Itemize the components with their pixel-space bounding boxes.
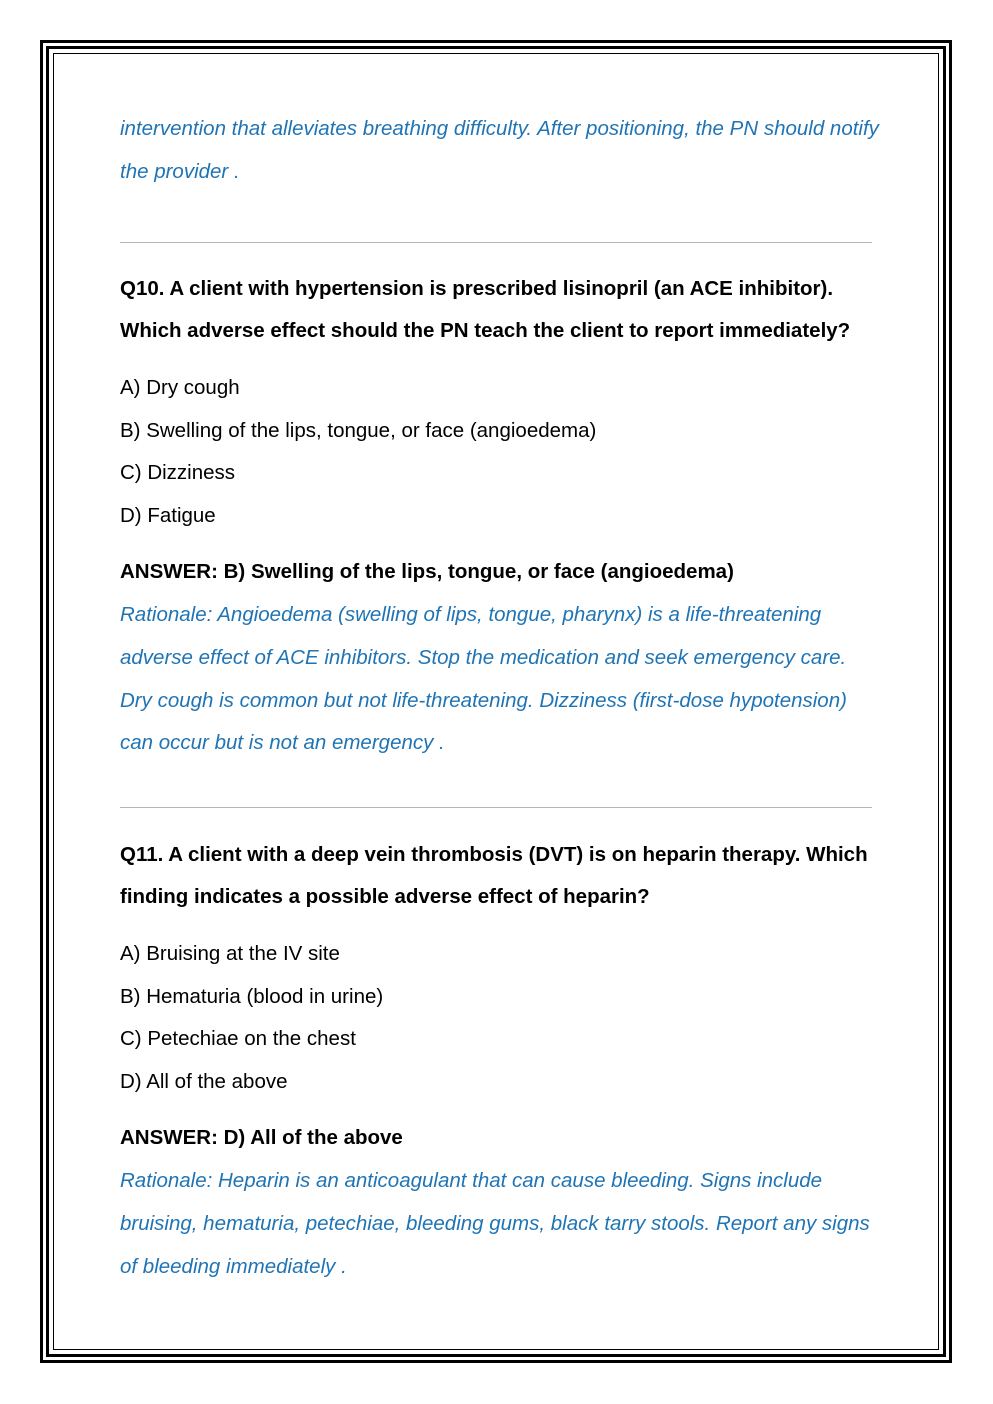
option-b: B) Hematuria (blood in urine) [120,984,384,1008]
question-block-q10 [120,268,880,352]
option-d: D) Fatigue [120,504,216,528]
option-a: A) Bruising at the IV site [120,942,340,965]
answer-text: ANSWER: D) All of the above [120,1126,403,1149]
divider-1 [120,242,880,243]
options-list [120,933,880,1104]
options-list [120,367,880,538]
intro-rationale: intervention that alleviates breathing difficulty. After positioning, the PN should notify the provider . [120,117,879,183]
option-c: C) Petechiae on the chest [120,1027,356,1051]
section-divider [120,242,872,243]
option-b: B) Swelling of the lips, tongue, or face (angioedema) [120,418,597,442]
rationale-q11 [120,1160,880,1288]
question-block-q11 [120,834,880,918]
section-divider [120,807,872,808]
rationale-q10 [120,594,880,765]
option-c: C) Dizziness [120,461,236,485]
divider-2 [120,807,880,808]
rationale-text: Rationale: Angioedema (swelling of lips, tongue, pharynx) is a life-threatening adverse effect of ACE inhibitors. Stop the medication and seek emergency care. Dry cough is common but not life-threatening. Dizziness (first-dose hypotension) can occur but is not an emergency . [120,603,847,755]
option-d: D) All of the above [120,1070,288,1094]
answer-q11 [120,1117,880,1160]
answer-text: ANSWER: B) Swelling of the lips, tongue, or face (angioedema) [120,560,734,583]
intro-rationale-block [120,108,880,194]
options-q10 [120,367,880,538]
options-q11 [120,933,880,1104]
option-a: A) Dry cough [120,376,240,399]
answer-q10 [120,551,880,594]
question-text: Q11. A client with a deep vein thrombosis (DVT) is on heparin therapy. Which finding indicates a possible adverse effect of heparin? [120,843,868,908]
rationale-text: Rationale: Heparin is an anticoagulant that can cause bleeding. Signs include bruising, hematuria, petechiae, bleeding gums, black tarry stools. Report any signs of bleeding immediately . [120,1169,870,1278]
question-text: Q10. A client with hypertension is prescribed lisinopril (an ACE inhibitor). Which adverse effect should the PN teach the client to report immediately? [120,277,851,342]
